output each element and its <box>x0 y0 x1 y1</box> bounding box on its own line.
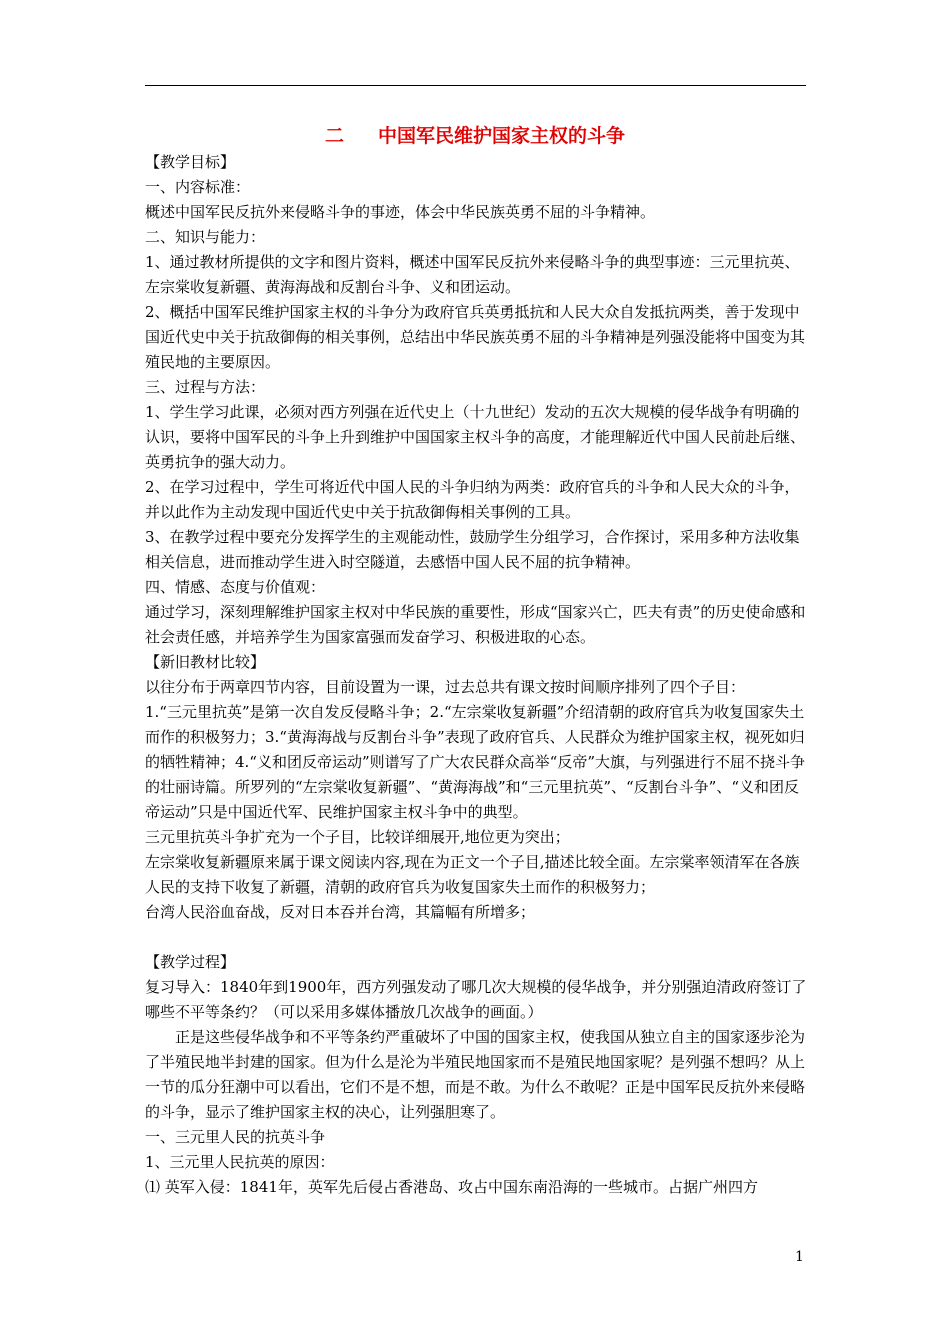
paragraph: 1、通过教材所提供的文字和图片资料，概述中国军民反抗外来侵略斗争的典型事迹：三元里抗英、左宗棠收复新疆、黄海海战和反割台斗争、义和团运动。 <box>145 253 800 296</box>
title-number: 二 <box>324 125 344 147</box>
paragraph: 3、在教学过程中要充分发挥学生的主观能动性，鼓励学生分组学习，合作探讨，采用多种方法收集相关信息，进而推动学生进入时空隧道，去感悟中国人民不屈的抗争精神。 <box>145 528 800 571</box>
subheading-knowledge-ability: 二、知识与能力： <box>145 228 266 246</box>
section-heading-teaching-process: 【教学过程】 <box>145 953 236 971</box>
paragraph: ⑴ 英军入侵：1841年，英军先后侵占香港岛、攻占中国东南沿海的一些城市。占据广州四方 <box>145 1178 758 1196</box>
paragraph: 1.“三元里抗英”是第一次自发反侵略斗争；2.“左宗棠收复新疆”介绍清朝的政府官兵为收复国家失土而作的积极努力；3.“黄海海战与反割台斗争”表现了政府官兵、人民群众为维护国家主权，视死如归的牺牲精神；4.“义和团反帝运动”则谱写了广大农民群众高举“反帝”大旗，与列强进行不屈不挠斗争的壮丽诗篇。所罗列的“左宗棠收复新疆”、“黄海海战”和“三元里抗英”、“反割台斗争”、“义和团反帝运动”只是中国近代军、民维护国家主权斗争中的典型。 <box>145 703 805 821</box>
section-heading-objectives: 【教学目标】 <box>145 153 236 171</box>
subheading-emotion-values: 四、情感、态度与价值观： <box>145 578 326 596</box>
document-body <box>145 150 810 1200</box>
paragraph: 正是这些侵华战争和不平等条约严重破坏了中国的国家主权，使我国从独立自主的国家逐步沦为了半殖民地半封建的国家。但为什么是沦为半殖民地国家而不是殖民地国家呢？是列强不想吗？从上一节的瓜分狂潮中可以看出，它们不是不想，而是不敢。为什么不敢呢？正是中国军民反抗外来侵略的斗争，显示了维护国家主权的决心，让列强胆寒了。 <box>145 1028 806 1121</box>
section-heading-textbook-comparison: 【新旧教材比较】 <box>145 653 266 671</box>
title-text: 中国军民维护国家主权的斗争 <box>378 125 626 147</box>
paragraph: 2、概括中国军民维护国家主权的斗争分为政府官兵英勇抵抗和人民大众自发抵抗两类，善于发现中国近代史中关于抗敌御侮的相关事例，总结出中华民族英勇不屈的斗争精神是列强没能将中国变为其殖民地的主要原因。 <box>145 303 806 371</box>
header-rule <box>145 85 806 86</box>
paragraph: 1、学生学习此课，必须对西方列强在近代史上（十九世纪）发动的五次大规模的侵华战争有明确的认识，要将中国军民的斗争上升到维护中国国家主权斗争的高度，才能理解近代中国人民前赴后继、英勇抗争的强大动力。 <box>145 403 806 471</box>
paragraph: 概述中国军民反抗外来侵略斗争的事迹，体会中华民族英勇不屈的斗争精神。 <box>145 203 656 221</box>
paragraph: 以往分布于两章四节内容，目前设置为一课，过去总共有课文按时间顺序排列了四个子目： <box>145 678 746 696</box>
subheading-content-standard: 一、内容标准： <box>145 178 251 196</box>
blank-line <box>145 925 810 950</box>
page-number: 1 <box>795 1249 804 1265</box>
paragraph: 复习导入：1840年到1900年，西方列强发动了哪几次大规模的侵华战争，并分别强迫清政府签订了哪些不平等条约？（可以采用多媒体播放几次战争的画面。） <box>145 978 807 1021</box>
paragraph: 1、三元里人民抗英的原因： <box>145 1153 335 1171</box>
paragraph: 左宗棠收复新疆原来属于课文阅读内容,现在为正文一个子目,描述比较全面。左宗棠率领清军在各族人民的支持下收复了新疆，清朝的政府官兵为收复国家失土而作的积极努力； <box>145 853 800 896</box>
paragraph: 三元里抗英斗争扩充为一个子目，比较详细展开,地位更为突出； <box>145 828 570 846</box>
paragraph: 台湾人民浴血奋战，反对日本吞并台湾，其篇幅有所增多； <box>145 903 536 921</box>
paragraph: 通过学习，深刻理解维护国家主权对中华民族的重要性，形成“国家兴亡，匹夫有责”的历史使命感和社会责任感，并培养学生为国家富强而发奋学习、积极进取的心态。 <box>145 603 806 646</box>
subheading-process-method: 三、过程与方法： <box>145 378 266 396</box>
page-title <box>0 122 950 150</box>
subheading-sanyuanli: 一、三元里人民的抗英斗争 <box>145 1128 326 1146</box>
paragraph: 2、在学习过程中，学生可将近代中国人民的斗争归纳为两类：政府官兵的斗争和人民大众的斗争，并以此作为主动发现中国近代史中关于抗敌御侮相关事例的工具。 <box>145 478 800 521</box>
